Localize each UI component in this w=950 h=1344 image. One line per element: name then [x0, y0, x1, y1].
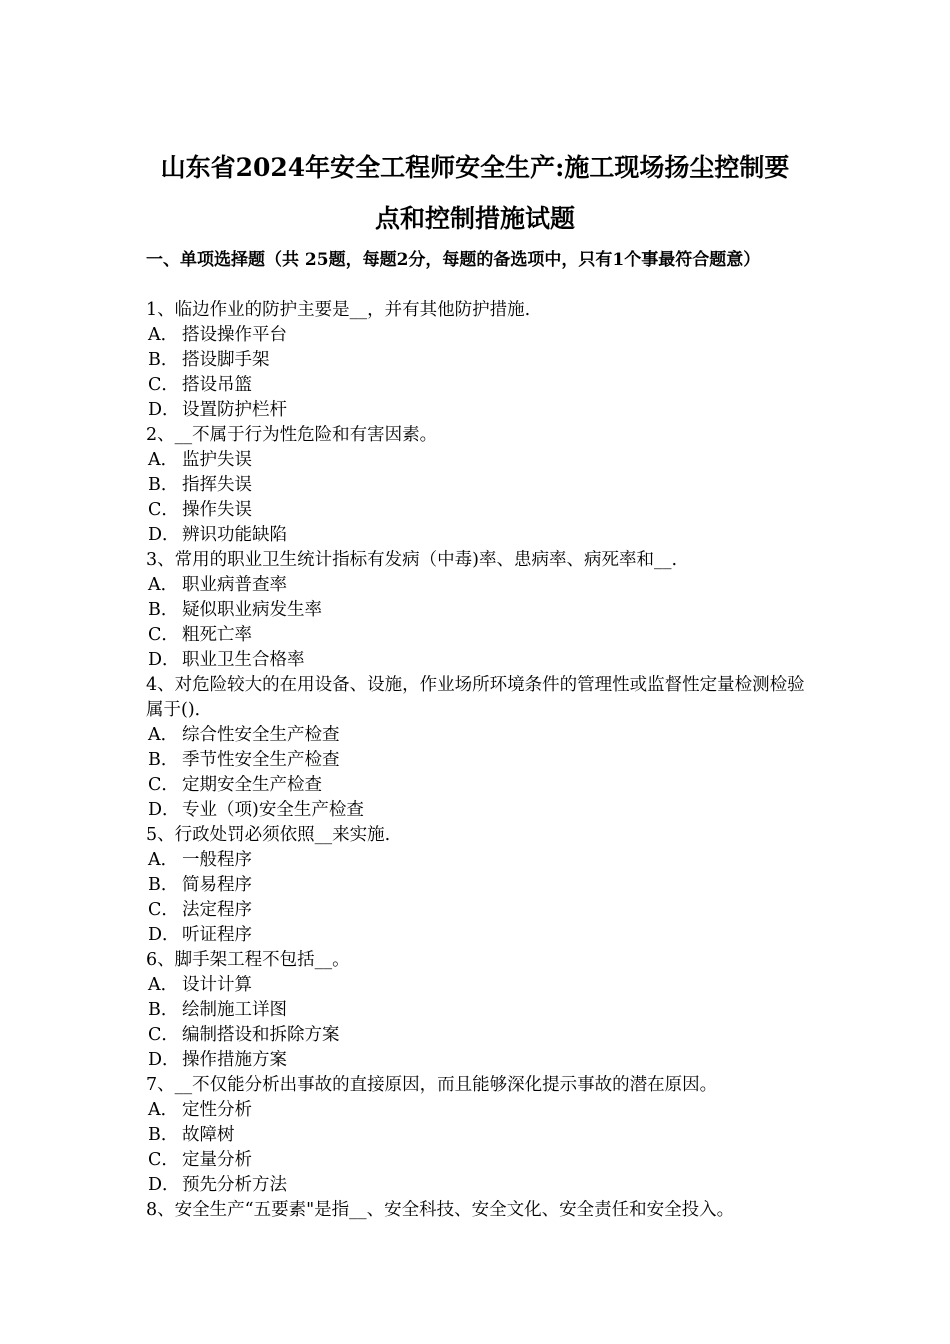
option-text: 疑似职业病发生率 [182, 600, 322, 620]
option-letter: C． [148, 1025, 179, 1045]
option-text: 定性分析 [182, 1100, 252, 1120]
question-text: 8、安全生产“五要素"是指__、安全科技、安全文化、安全责任和安全投入。 [146, 1200, 735, 1220]
question-text: 1、临边作业的防护主要是__，并有其他防护措施. [146, 300, 531, 320]
option-letter: C． [148, 900, 179, 920]
answer-option [146, 598, 816, 623]
answer-option [146, 498, 816, 523]
option-letter: D． [148, 1050, 180, 1070]
option-text: 预先分析方法 [182, 1175, 287, 1195]
option-text: 定量分析 [182, 1150, 252, 1170]
option-text: 指挥失误 [182, 475, 252, 495]
option-letter: B． [148, 1125, 179, 1145]
option-letter: C． [148, 500, 179, 520]
option-text: 职业卫生合格率 [182, 650, 305, 670]
option-text: 搭设操作平台 [182, 325, 287, 345]
option-text: 绘制施工详图 [182, 1000, 287, 1020]
option-letter: C． [148, 1150, 179, 1170]
answer-option [146, 1023, 816, 1048]
option-text: 专业（项)安全生产检查 [182, 800, 364, 820]
option-letter: D． [148, 650, 180, 670]
option-text: 辨识功能缺陷 [182, 525, 287, 545]
answer-option [146, 748, 816, 773]
option-text: 综合性安全生产检查 [182, 725, 340, 745]
section-heading: 一、单项选择题（共 25题，每题2分，每题的备选项中，只有1个事最符合题意） [146, 250, 761, 270]
document-title-line2: 点和控制措施试题 [374, 204, 575, 233]
option-text: 故障树 [182, 1125, 235, 1145]
option-letter: A． [148, 975, 179, 995]
answer-option [146, 923, 816, 948]
option-letter: A． [148, 325, 179, 345]
answer-option [146, 373, 816, 398]
answer-option [146, 848, 816, 873]
option-letter: A． [148, 450, 179, 470]
option-letter: D． [148, 400, 180, 420]
answer-option [146, 473, 816, 498]
answer-option [146, 573, 816, 598]
option-letter: B． [148, 600, 179, 620]
answer-option [146, 1123, 816, 1148]
option-letter: B． [148, 875, 179, 895]
question-text: 5、行政处罚必须依照__来实施. [146, 825, 391, 845]
answer-option [146, 323, 816, 348]
question-text: 2、__不属于行为性危险和有害因素。 [146, 425, 438, 445]
option-letter: B． [148, 350, 179, 370]
option-letter: C． [148, 625, 179, 645]
answer-option [146, 898, 816, 923]
option-letter: D． [148, 800, 180, 820]
answer-option [146, 998, 816, 1023]
option-text: 操作措施方案 [182, 1050, 287, 1070]
answer-option [146, 398, 816, 423]
option-letter: B． [148, 750, 179, 770]
answer-option [146, 973, 816, 998]
answer-option [146, 348, 816, 373]
option-letter: D． [148, 1175, 180, 1195]
option-letter: A． [148, 850, 179, 870]
option-text: 季节性安全生产检查 [182, 750, 340, 770]
option-text: 监护失误 [182, 450, 252, 470]
option-letter: D． [148, 925, 180, 945]
answer-option [146, 773, 816, 798]
option-letter: B． [148, 1000, 179, 1020]
answer-option [146, 448, 816, 473]
answer-option [146, 523, 816, 548]
question-text: 3、常用的职业卫生统计指标有发病（中毒)率、患病率、病死率和__. [146, 550, 678, 570]
option-letter: A． [148, 1100, 179, 1120]
option-text: 搭设脚手架 [182, 350, 270, 370]
option-letter: D． [148, 525, 180, 545]
option-letter: C． [148, 775, 179, 795]
option-letter: B． [148, 475, 179, 495]
option-text: 编制搭设和拆除方案 [182, 1025, 340, 1045]
answer-option [146, 723, 816, 748]
option-text: 职业病普查率 [182, 575, 287, 595]
option-text: 设计计算 [182, 975, 252, 995]
option-text: 定期安全生产检查 [182, 775, 322, 795]
option-text: 简易程序 [182, 875, 252, 895]
question-text: 7、__不仅能分析出事故的直接原因，而且能够深化提示事故的潜在原因。 [146, 1075, 718, 1095]
answer-option [146, 648, 816, 673]
option-text: 粗死亡率 [182, 625, 252, 645]
answer-option [146, 873, 816, 898]
option-text: 设置防护栏杆 [182, 400, 287, 420]
option-letter: C． [148, 375, 179, 395]
option-text: 搭设吊篮 [182, 375, 252, 395]
option-letter: A． [148, 575, 179, 595]
option-text: 操作失误 [182, 500, 252, 520]
question-text: 4、对危险较大的在用设备、设施，作业场所环境条件的管理性或监督性定量检测检验属于()． [146, 675, 805, 720]
option-text: 法定程序 [182, 900, 252, 920]
answer-option [146, 1048, 816, 1073]
option-text: 听证程序 [182, 925, 252, 945]
document-title-line1: 山东省2024年安全工程师安全生产:施工现场扬尘控制要 [160, 153, 790, 182]
answer-option [146, 1098, 816, 1123]
answer-option [146, 623, 816, 648]
answer-option [146, 1148, 816, 1173]
option-letter: A． [148, 725, 179, 745]
question-text: 6、脚手架工程不包括__。 [146, 950, 350, 970]
answer-option [146, 798, 816, 823]
option-text: 一般程序 [182, 850, 252, 870]
answer-option [146, 1173, 816, 1198]
question-list [146, 298, 816, 1223]
